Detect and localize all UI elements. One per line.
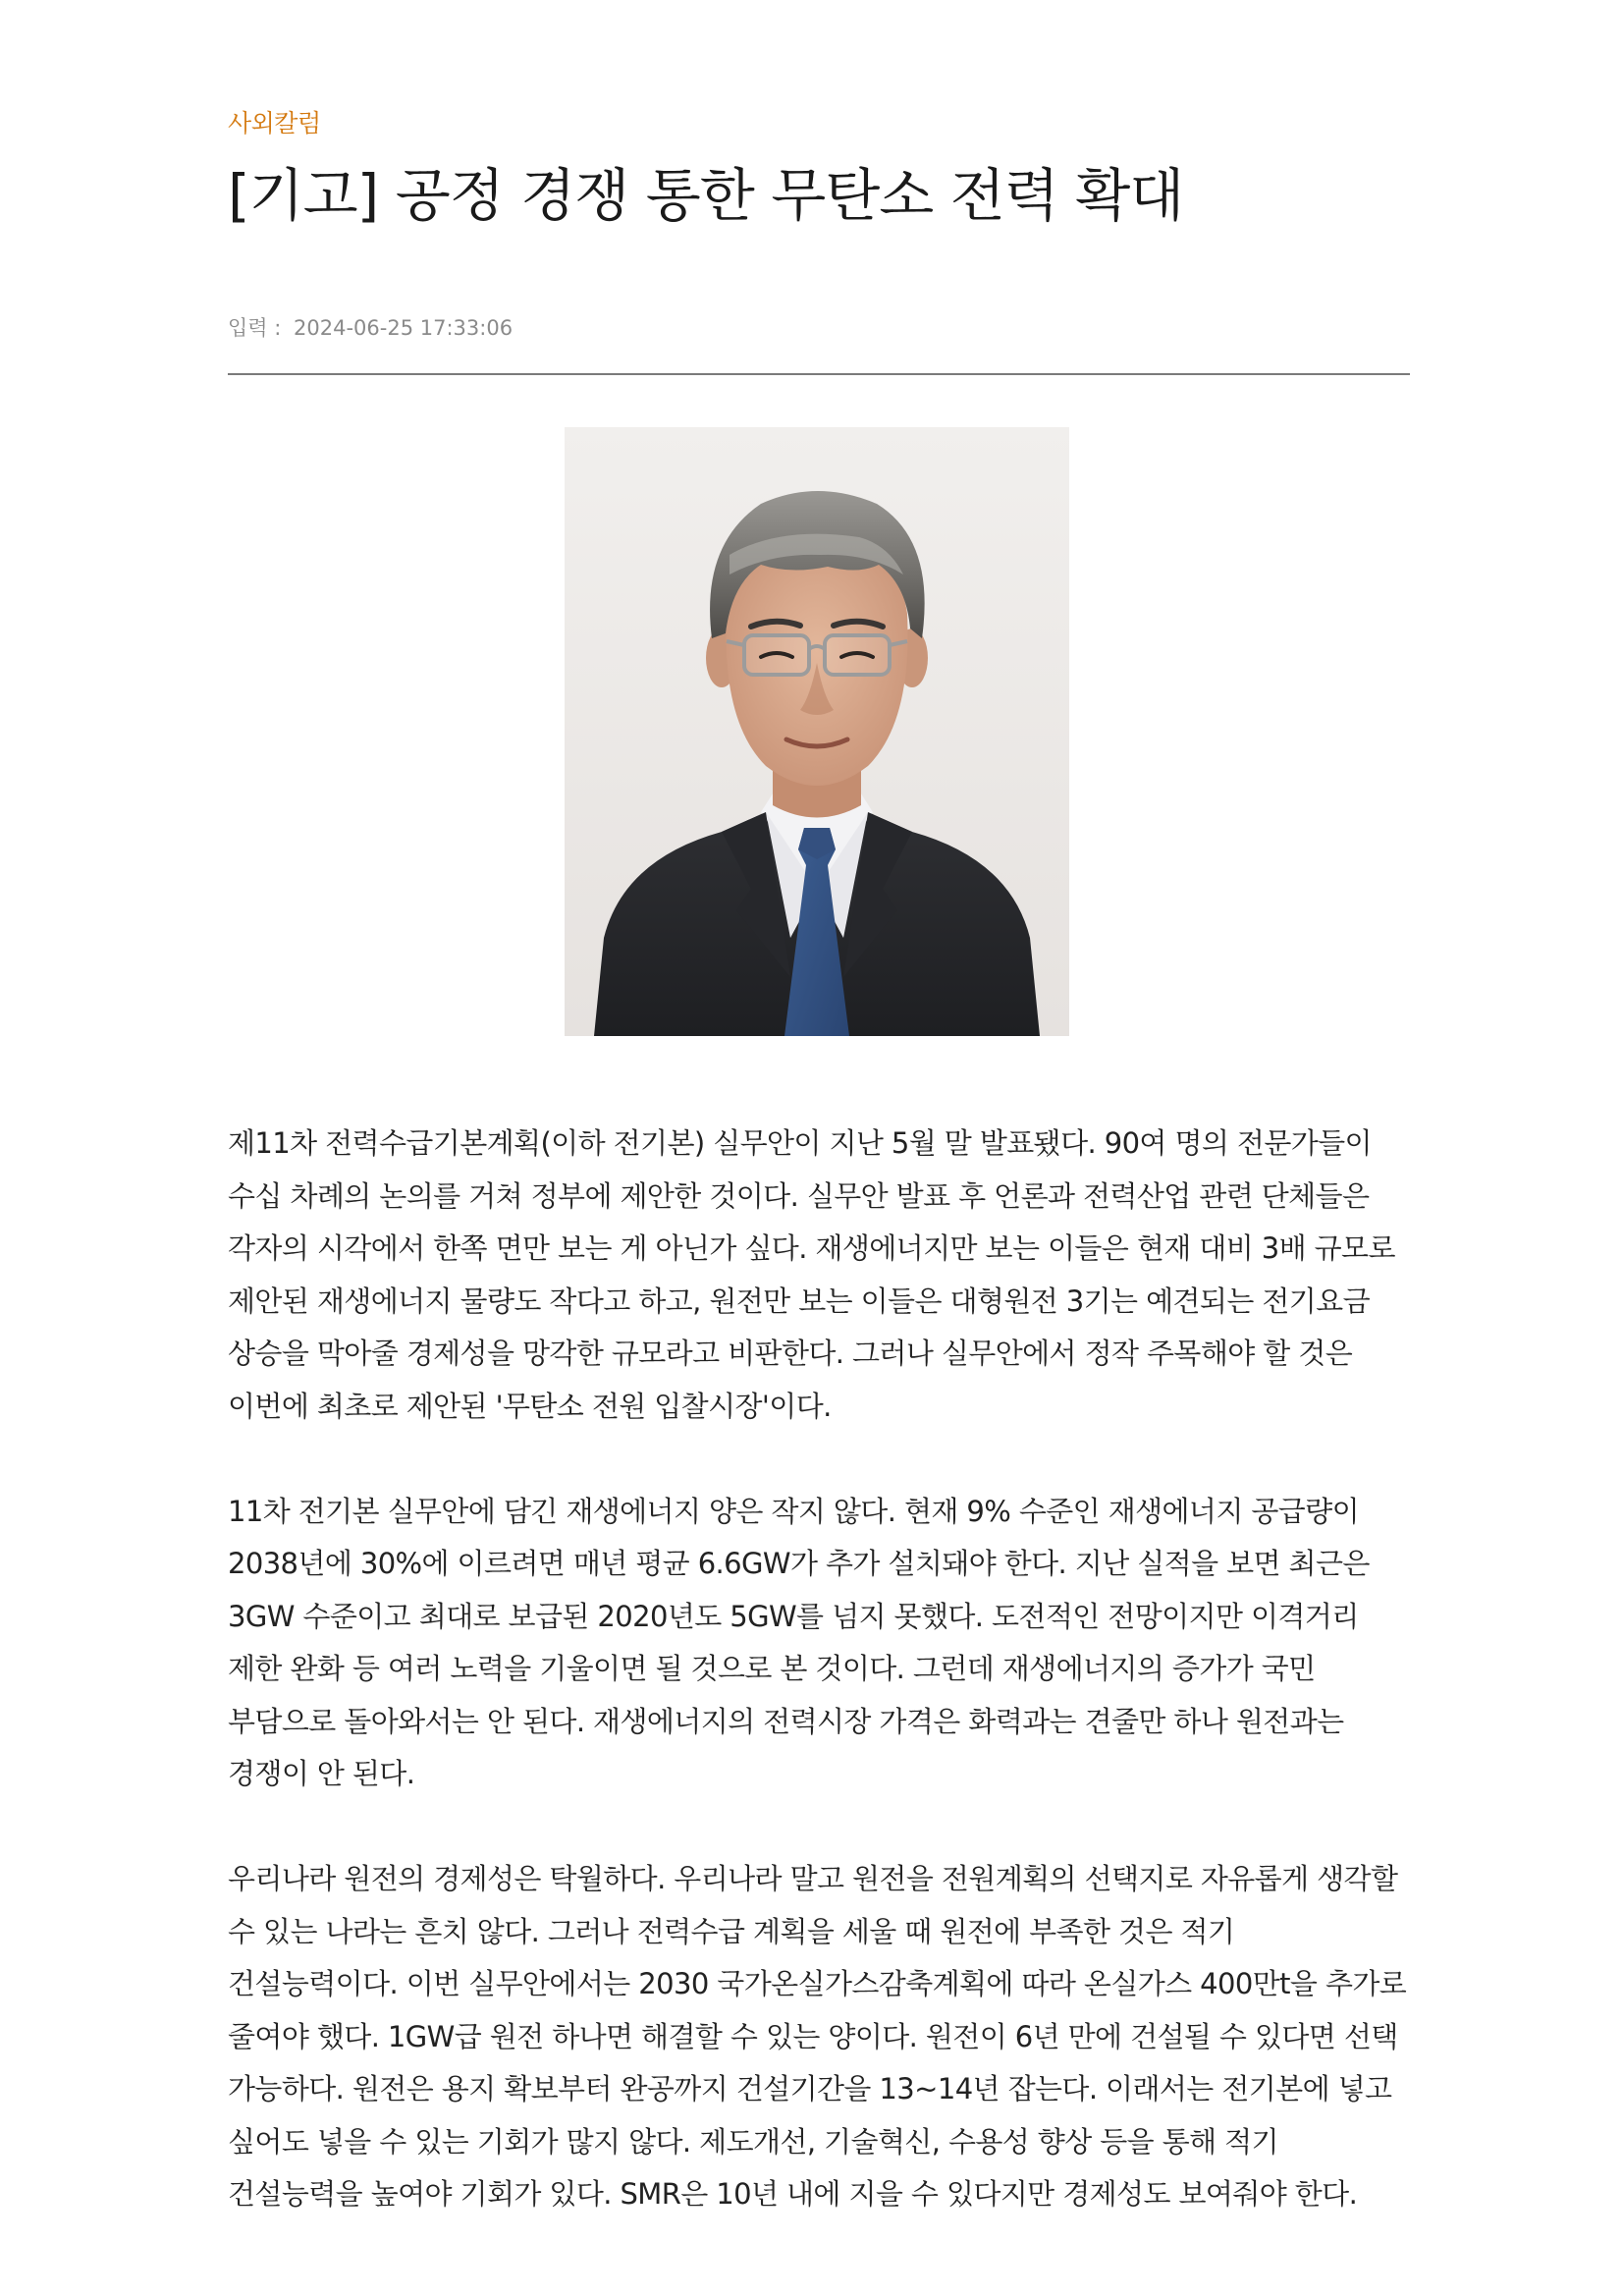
published-label: 입력 :	[228, 316, 282, 340]
category-link[interactable]: 사외칼럼	[228, 109, 321, 137]
article-paragraph-2: 11차 전기본 실무안에 담긴 재생에너지 양은 작지 않다. 현재 9% 수준인 재생에너지 공급량이 2038년에 30%에 이르려면 매년 평균 6.6GW가 추가 설치돼야 한다. 지난 실적을 보면 최근은 3GW 수준이고 최대로 보급된 2020년도 5GW를 넘지 못했다. 도전적인 전망이지만 이격거리 제한 완화 등 여러 노력을 기울이면 될 것으로 본 것이다. 그런데 재생에너지의 증가가 국민 부담으로 돌아와서는 안 된다. 재생에너지의 전력시장 가격은 화력과는 견줄만 하나 원전과는 경쟁이 안 된다.	[228, 1494, 1370, 1790]
header-divider	[228, 373, 1410, 375]
article-body	[228, 1118, 1410, 2273]
article-paragraph-1: 제11차 전력수급기본계획(이하 전기본) 실무안이 지난 5월 말 발표됐다. 90여 명의 전문가들이 수십 차례의 논의를 거쳐 정부에 제안한 것이다. 실무안 발표 후 언론과 전력산업 관련 단체들은 각자의 시각에서 한쪽 면만 보는 게 아닌가 싶다. 재생에너지만 보는 이들은 현재 대비 3배 규모로 제안된 재생에너지 물량도 작다고 하고, 원전만 보는 이들은 대형원전 3기는 예견되는 전기요금 상승을 막아줄 경제성을 망각한 규모라고 비판한다. 그러나 실무안에서 정작 주목해야 할 것은 이번에 최초로 제안된 '무탄소 전원 입찰시장'이다.	[228, 1126, 1395, 1423]
article-meta	[228, 312, 513, 342]
author-portrait	[565, 427, 1069, 1036]
article-title: [기고] 공정 경쟁 통한 무탄소 전력 확대	[228, 162, 1184, 229]
article-paragraph-3: 우리나라 원전의 경제성은 탁월하다. 우리나라 말고 원전을 전원계획의 선택지로 자유롭게 생각할 수 있는 나라는 흔치 않다. 그러나 전력수급 계획을 세울 때 원전에 부족한 것은 적기 건설능력이다. 이번 실무안에서는 2030 국가온실가스감축계획에 따라 온실가스 400만t을 추가로 줄여야 했다. 1GW급 원전 하나면 해결할 수 있는 양이다. 원전이 6년 만에 건설될 수 있다면 선택 가능하다. 원전은 용지 확보부터 완공까지 건설기간을 13~14년 잡는다. 이래서는 전기본에 넣고 싶어도 넣을 수 있는 기회가 많지 않다. 제도개선, 기술혁신, 수용성 향상 등을 통해 적기 건설능력을 높여야 기회가 있다. SMR은 10년 내에 지을 수 있다지만 경제성도 보여줘야 한다.	[228, 1862, 1407, 2211]
published-datetime: 2024-06-25 17:33:06	[294, 316, 514, 340]
author-portrait-illustration	[565, 427, 1069, 1036]
